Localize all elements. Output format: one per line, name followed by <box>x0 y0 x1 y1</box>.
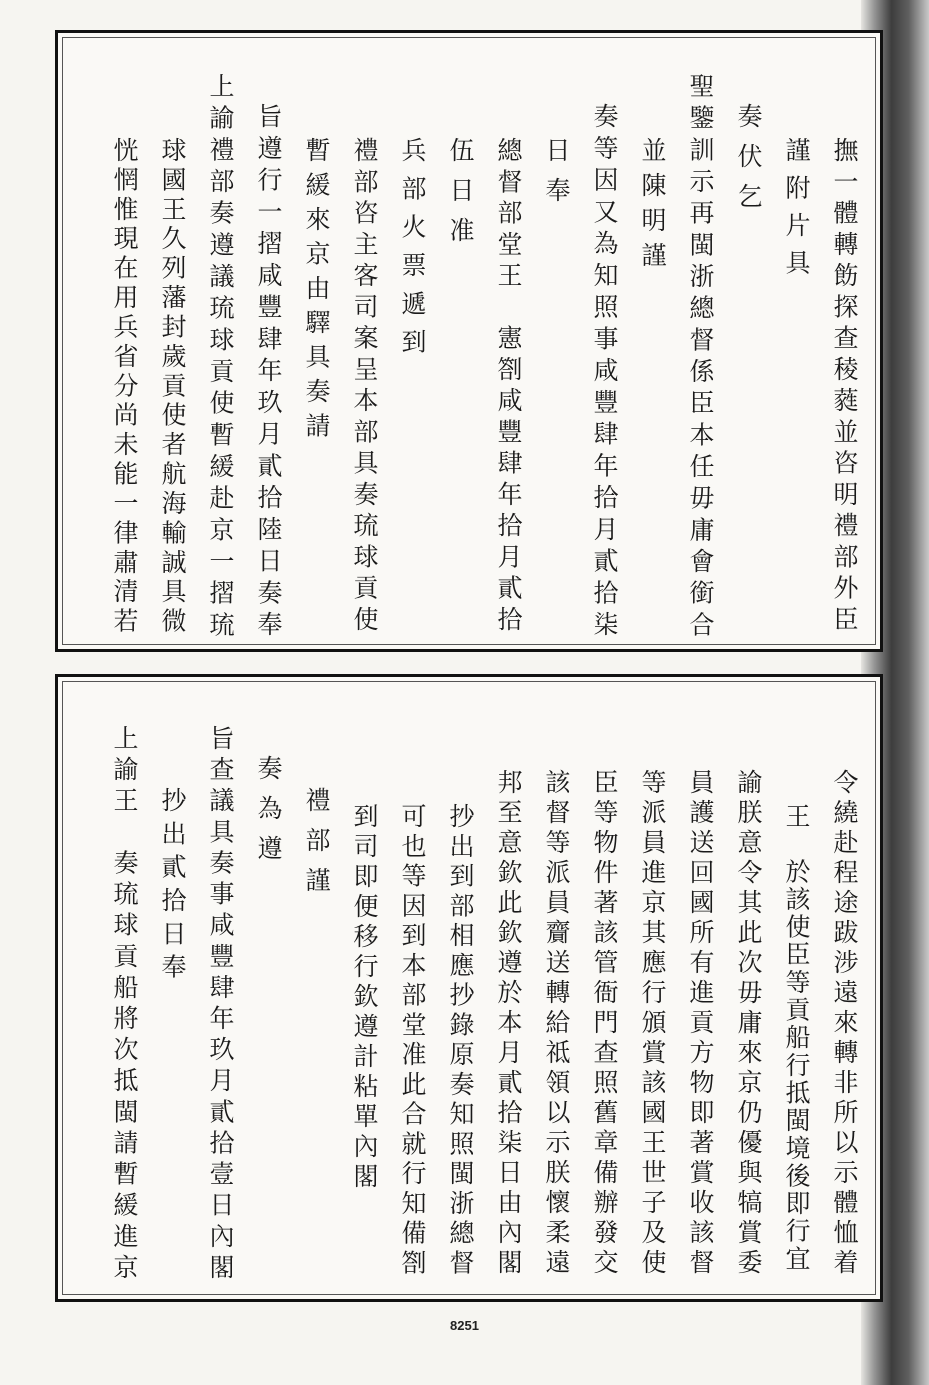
text-column: 奏伏乞 <box>734 103 763 223</box>
text-column: 暫緩來京由驛具奏請 <box>302 137 331 447</box>
text-column: 謹附片具 <box>782 137 811 287</box>
text-column: 旨遵行一摺咸豐肆年玖月貳拾陸日奏奉 <box>254 103 283 643</box>
text-column: 邦至意欽此欽遵於本月貳拾柒日由內閣 <box>494 769 523 1279</box>
text-column: 並陳明謹 <box>638 137 667 277</box>
text-column: 旨查議具奏事咸豐肆年玖月貳拾壹日內閣 <box>206 725 235 1285</box>
text-column: 禮部謹 <box>302 787 331 907</box>
text-column: 臣等物件著該管衙門查照舊章備辦發交 <box>590 769 619 1279</box>
text-column: 恍惘惟現在用兵省分尚未能一律肅清若 <box>110 137 139 637</box>
text-column: 禮部咨主客司案呈本部具奏琉球貢使 <box>350 137 379 637</box>
text-column: 令繞赴程途跋涉遠來轉非所以示體恤着 <box>830 769 859 1279</box>
text-column: 抄出貳拾日奉 <box>158 787 187 987</box>
upper-document-panel <box>55 30 883 652</box>
text-column: 上諭王 奏琉球貢船將次抵閩請暫緩進京 <box>110 725 139 1285</box>
page-number: 8251 <box>450 1318 479 1333</box>
text-column: 諭朕意令其此次毋庸來京仍優與犒賞委 <box>734 769 763 1279</box>
text-column: 王 於該使臣等貢船行抵閩境後即行宜 <box>782 803 811 1273</box>
text-column: 撫一體轉飭探查稜蕤並咨明禮部外臣 <box>830 137 859 637</box>
text-column: 日奉 <box>542 137 571 217</box>
text-column: 伍日准 <box>446 137 475 257</box>
text-column: 聖鑒訓示再閩浙總督係臣本任毋庸會銜合 <box>686 73 715 643</box>
text-column: 奏等因又為知照事咸豐肆年拾月貳拾柒 <box>590 103 619 643</box>
text-column: 等派員進京其應行頒賞該國王世子及使 <box>638 769 667 1279</box>
text-column: 奏為遵 <box>254 755 283 875</box>
lower-document-panel <box>55 674 883 1302</box>
text-column: 員護送回國所有進貢方物即著賞收該督 <box>686 769 715 1279</box>
text-column: 可也等因到本部堂准此合就行知備劄 <box>398 803 427 1279</box>
text-column: 球國王久列藩封歲貢使者航海輸誠具微 <box>158 137 187 637</box>
text-column: 到司即便移行欽遵計粘單內閣 <box>350 803 379 1193</box>
text-column: 上諭禮部奏遵議琉球貢使暫緩赴京一摺琉 <box>206 73 235 643</box>
text-column: 該督等派員齎送轉給祗領以示朕懷柔遠 <box>542 769 571 1279</box>
text-column: 抄出到部相應抄錄原奏知照閩浙總督 <box>446 803 475 1279</box>
text-column: 總督部堂王 憲劄咸豐肆年拾月貳拾 <box>494 137 523 637</box>
text-column: 兵部火票遞到 <box>398 137 427 367</box>
